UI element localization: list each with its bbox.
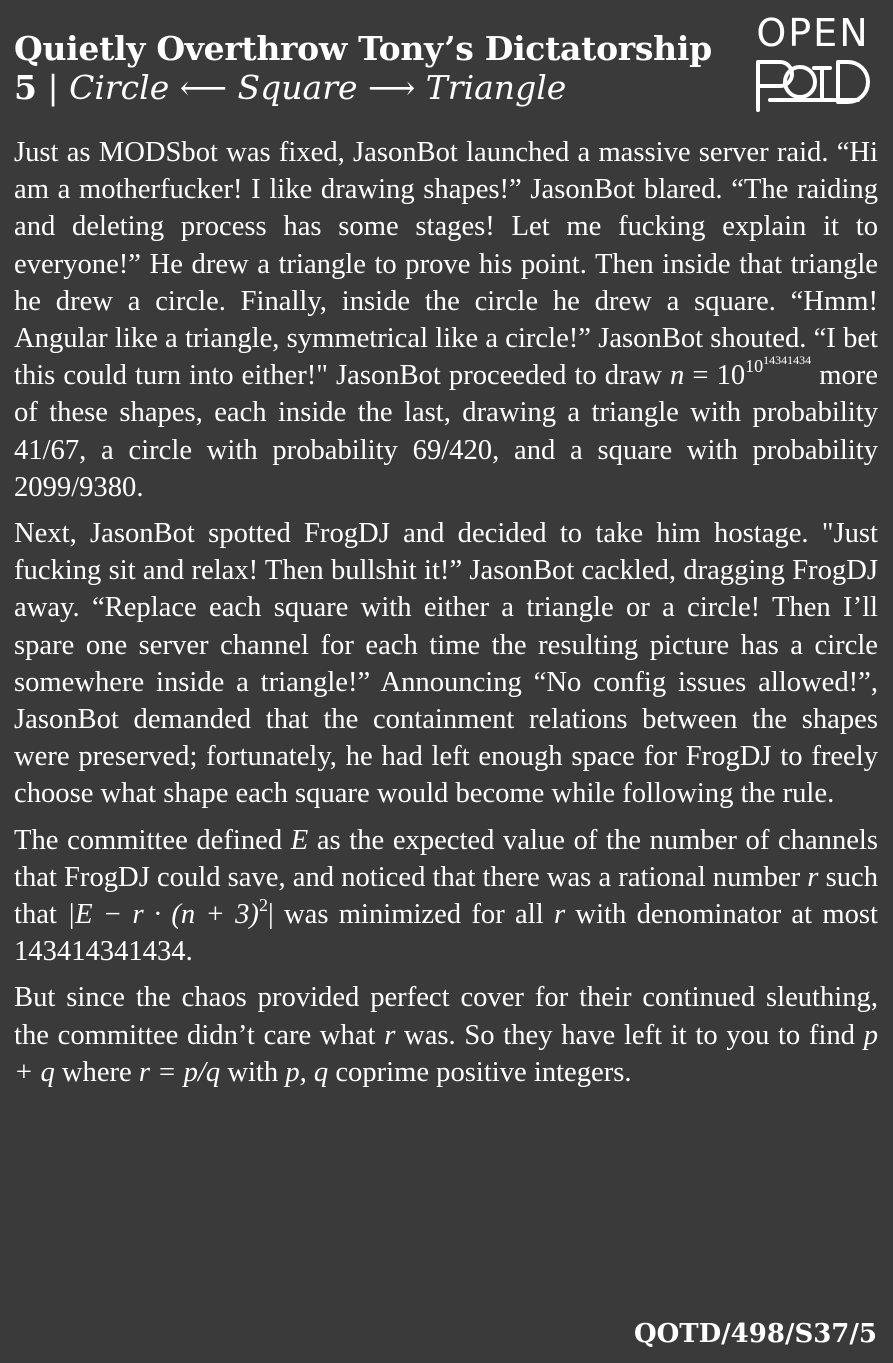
p4-text-d: with xyxy=(220,1056,286,1088)
paragraph-2: Next, JasonBot spotted FrogDJ and decided to take him hostage. "Just fucking sit and relax! Then bullshit it!” JasonBot cackled, dragging FrogDJ away. “Replace each square with either a triangle or a circle! Then I’ll spare one server channel for each time the resulting picture has a circle somewhere inside a triangle!” Announcing “No config issues allowed!”, JasonBot demanded that the containment relations between the shapes were preserved; fortunately, he had left enough space for FrogDJ to freely choose what shape each square would become while following the rule. xyxy=(14,518,878,810)
open-potd-logo xyxy=(750,10,876,112)
math-r-equals: r = p/q xyxy=(138,1056,221,1088)
subtitle-square: Square xyxy=(237,68,358,107)
p1-text-a: Just as MODSbot was fixed, JasonBot launched a massive server raid. “Hi am a motherfucker! I like drawing shapes!” JasonBot blared. “The raiding and deleting process has some stages! Let me fucking explain it to everyone!” He drew a triangle to prove his point. Then inside that triangle he drew a circle. Finally, inside the circle he drew a square. “Hmm! Angular like a triangle, symmetrical like a circle!” JasonBot shouted. “I bet this could turn into either!" JasonBot proceeded to draw xyxy=(14,137,878,392)
paragraph-3 xyxy=(14,822,878,971)
math-E: E xyxy=(290,824,309,856)
math-r-2: r xyxy=(553,899,566,931)
footer-code: QOTD/498/S37/5 xyxy=(633,1319,877,1349)
p3-text-e: with denominator at most xyxy=(565,899,878,931)
math-r-3: r xyxy=(384,1019,396,1051)
p3-text-c: such that xyxy=(14,861,879,931)
p4-text-e: coprime positive integers. xyxy=(328,1056,632,1088)
p1-text-e: . xyxy=(136,471,144,503)
p3-text-d: was minimized for all xyxy=(273,899,554,931)
math-r: r xyxy=(807,861,819,893)
p4-text-c: where xyxy=(54,1056,139,1088)
p4-text-b: was. So they have left it to you to find xyxy=(395,1019,864,1051)
subtitle-circle: Circle xyxy=(69,68,170,107)
math-exp1-value: 10 xyxy=(745,356,764,377)
math-expression: |E − r · (n + 3) xyxy=(67,899,259,931)
p3-text-a: The committee defined xyxy=(14,824,291,856)
paragraph-1 xyxy=(14,134,878,506)
math-square-exp: 2 xyxy=(258,895,268,916)
paragraph-4 xyxy=(14,979,878,1091)
prob-circle: 69/420 xyxy=(412,434,493,466)
p1-text-b: more of these shapes, each inside the last, drawing a triangle with probability xyxy=(14,360,878,429)
problem-number: 5 xyxy=(14,68,37,107)
problem-header xyxy=(14,30,734,108)
logo-text: OPEN xyxy=(756,11,870,55)
math-denominator: 143414341434 xyxy=(14,936,186,968)
problem-subtitle xyxy=(14,68,734,108)
math-eq: = 10 xyxy=(684,360,746,392)
problem-title: Quietly Overthrow Tony’s Dictatorship xyxy=(14,29,712,68)
p3-text-b: as the expected value of the number of channels that FrogDJ could save, and noticed that there was a rational number xyxy=(14,824,879,893)
math-abs-bar: | xyxy=(267,899,274,931)
subtitle-triangle: Triangle xyxy=(425,68,567,107)
p3-text-f: . xyxy=(185,936,193,968)
math-exp2: 14341434 xyxy=(763,353,812,368)
math-n: n xyxy=(670,360,685,392)
p4-text-a: But since the chaos provided perfect cover for their continued sleuthing, the committee didn’t care what xyxy=(14,982,878,1051)
p1-text-d: , and a square with probability xyxy=(492,434,878,466)
math-p-q: p, q xyxy=(285,1056,329,1088)
prob-square: 2099/9380 xyxy=(14,471,137,503)
math-p-plus-q: p + q xyxy=(14,1019,878,1088)
p1-text-c: , a circle with probability xyxy=(79,434,413,466)
math-exp1 xyxy=(745,353,812,377)
prob-triangle: 41/67 xyxy=(14,434,80,466)
title-separator: | xyxy=(36,68,70,107)
arrow-right-icon: ⟶ xyxy=(357,68,426,107)
arrow-left-icon: ⟵ xyxy=(169,68,238,107)
problem-body xyxy=(14,134,878,1100)
